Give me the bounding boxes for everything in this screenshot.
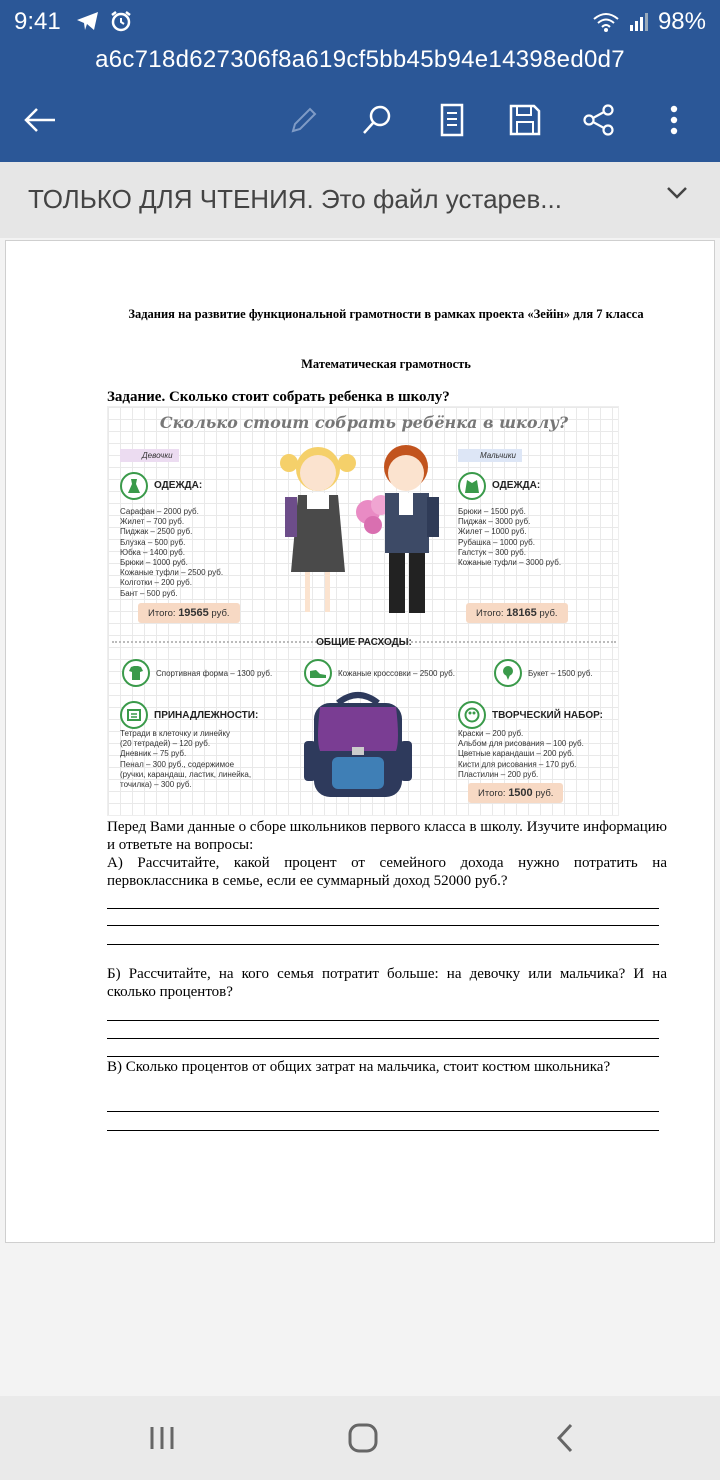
document-filename: a6c718d627306f8a619cf5bb45b94e14398ed0d7 <box>95 46 625 73</box>
palette-icon <box>458 701 486 729</box>
bouquet-icon <box>494 659 522 687</box>
art-total: Итого: 1500 руб. <box>468 783 563 803</box>
more-vertical-icon <box>670 105 678 135</box>
list-item: Пенал – 300 руб., содержимое <box>120 759 235 769</box>
supplies-icon <box>120 701 148 729</box>
backpack-illustration <box>298 691 418 801</box>
reading-view-button[interactable] <box>428 96 476 144</box>
battery-level: 98% <box>657 8 706 35</box>
list-item: Кожаные туфли – 3000 руб. <box>458 558 562 568</box>
art-set-heading: ТВОРЧЕСКИЙ НАБОР: <box>492 710 603 721</box>
answer-line <box>107 1056 659 1057</box>
more-options-button[interactable] <box>650 96 698 144</box>
status-bar <box>0 0 720 44</box>
girls-clothes-heading: ОДЕЖДА: <box>154 480 203 491</box>
list-item: Пиджак – 2500 руб. <box>120 527 193 537</box>
common-expense-sneakers: Кожаные кроссовки – 2500 руб. <box>338 669 455 678</box>
answer-line <box>107 1111 659 1112</box>
question-c: В) Сколько процентов от общих затрат на мальчика, стоит костюм школьника? <box>107 1059 611 1075</box>
answer-line <box>107 1020 659 1021</box>
task-heading: Задание. Сколько стоит собрать ребенка в школу? <box>107 389 450 405</box>
list-item: Брюки – 1000 руб. <box>120 558 188 568</box>
girls-total: Итого: 19565 руб. <box>138 603 240 623</box>
recent-apps-icon <box>148 1425 176 1451</box>
save-icon <box>508 103 542 137</box>
share-button[interactable] <box>575 96 623 144</box>
system-nav-bar <box>0 1396 720 1480</box>
girls-section-label: Девочки <box>120 449 179 462</box>
list-item: Краски – 200 руб. <box>458 729 524 738</box>
list-item: Юбка – 1400 руб. <box>120 547 185 557</box>
edit-button[interactable] <box>280 96 328 144</box>
back-button[interactable] <box>16 96 64 144</box>
document-page <box>5 240 715 1243</box>
telegram-icon <box>76 10 100 32</box>
signal-icon <box>628 11 650 33</box>
list-item: Брюки – 1500 руб. <box>458 507 526 516</box>
question-b: Б) Рассчитайте, на кого семья потратит больше: на девочку или мальчика? И на сколько процентов? <box>107 966 667 1000</box>
chevron-down-icon[interactable] <box>666 186 688 200</box>
app-bar <box>0 0 720 162</box>
infographic-image <box>107 406 619 816</box>
list-item: Дневник – 75 руб. <box>120 749 187 759</box>
list-item: Рубашка – 1000 руб. <box>458 537 535 547</box>
list-item: Жилет – 700 руб. <box>120 517 185 527</box>
answer-line <box>107 908 659 909</box>
list-item: Кожаные туфли – 2500 руб. <box>120 568 224 578</box>
search-button[interactable] <box>353 96 401 144</box>
list-item: Альбом для рисования – 100 руб. <box>458 739 584 749</box>
arrow-left-icon <box>23 107 57 133</box>
answer-line <box>107 925 659 926</box>
sport-uniform-icon <box>122 659 150 687</box>
list-item: Цветные карандаши – 200 руб. <box>458 749 574 759</box>
boys-total: Итого: 18165 руб. <box>466 603 568 623</box>
alarm-icon <box>110 10 132 32</box>
list-item: Кисти для рисования – 170 руб. <box>458 759 577 769</box>
answer-line <box>107 1038 659 1039</box>
back-nav-button[interactable] <box>545 1418 585 1458</box>
status-time: 9:41 <box>14 8 61 35</box>
sneakers-icon <box>304 659 332 687</box>
answer-line <box>107 944 659 945</box>
children-illustration <box>263 437 463 627</box>
toolbar <box>0 96 720 144</box>
boys-clothes-heading: ОДЕЖДА: <box>492 480 541 491</box>
home-icon <box>347 1422 379 1454</box>
list-item: Пиджак – 3000 руб. <box>458 517 531 527</box>
dress-icon <box>120 472 148 500</box>
search-icon <box>360 103 394 137</box>
list-item: (20 тетрадей) – 120 руб. <box>120 739 211 749</box>
home-button[interactable] <box>343 1418 383 1458</box>
infographic-title: Сколько стоит собрать ребёнка в школу? <box>159 413 569 432</box>
boys-section-label: Мальчики <box>458 449 522 462</box>
list-item: точилка) – 300 руб. <box>120 780 192 790</box>
art-set-list <box>458 729 584 780</box>
wifi-icon <box>592 11 620 33</box>
list-item: Сарафан – 2000 руб. <box>120 507 199 516</box>
list-item: Тетради в клеточку и линейку <box>120 729 231 738</box>
list-item: (ручки, карандаш, ластик, линейка, <box>120 769 252 779</box>
girls-clothes-list <box>120 507 223 599</box>
read-only-banner[interactable] <box>0 162 720 238</box>
document-view-icon <box>439 103 465 137</box>
chevron-left-icon <box>555 1423 575 1453</box>
save-button[interactable] <box>501 96 549 144</box>
boys-clothes-list <box>458 507 561 568</box>
list-item: Колготки – 200 руб. <box>120 578 192 588</box>
answer-line <box>107 1130 659 1131</box>
common-expenses-heading: ОБЩИЕ РАСХОДЫ: <box>316 637 412 648</box>
list-item: Жилет – 1000 руб. <box>458 527 527 537</box>
list-item: Галстук – 300 руб. <box>458 547 526 557</box>
common-expense-bouquet: Букет – 1500 руб. <box>528 669 593 678</box>
question-a: А) Рассчитайте, какой процент от семейного дохода нужно потратить на первоклассника в семье, если ее суммарный доход 52000 руб.? <box>107 855 667 889</box>
pencil-icon <box>288 104 320 136</box>
intro-paragraph: Перед Вами данные о сборе школьников первого класса в школу. Изучите информацию и ответьте на вопросы: <box>107 819 667 853</box>
list-item: Блузка – 500 руб. <box>120 537 186 547</box>
supplies-list <box>120 729 251 790</box>
read-only-message: ТОЛЬКО ДЛЯ ЧТЕНИЯ. Это файл устарев... <box>28 184 562 214</box>
supplies-heading: ПРИНАДЛЕЖНОСТИ: <box>154 710 259 721</box>
list-item: Бант – 500 руб. <box>120 588 178 598</box>
list-item: Пластилин – 200 руб. <box>458 769 539 779</box>
document-subtitle: Математическая грамотность <box>301 357 471 371</box>
document-title: Задания на развитие функциональной грамотности в рамках проекта «Зейін» для 7 класса <box>128 307 644 321</box>
recent-apps-button[interactable] <box>142 1418 182 1458</box>
share-icon <box>582 103 616 137</box>
common-expense-sport: Спортивная форма – 1300 руб. <box>156 669 273 678</box>
